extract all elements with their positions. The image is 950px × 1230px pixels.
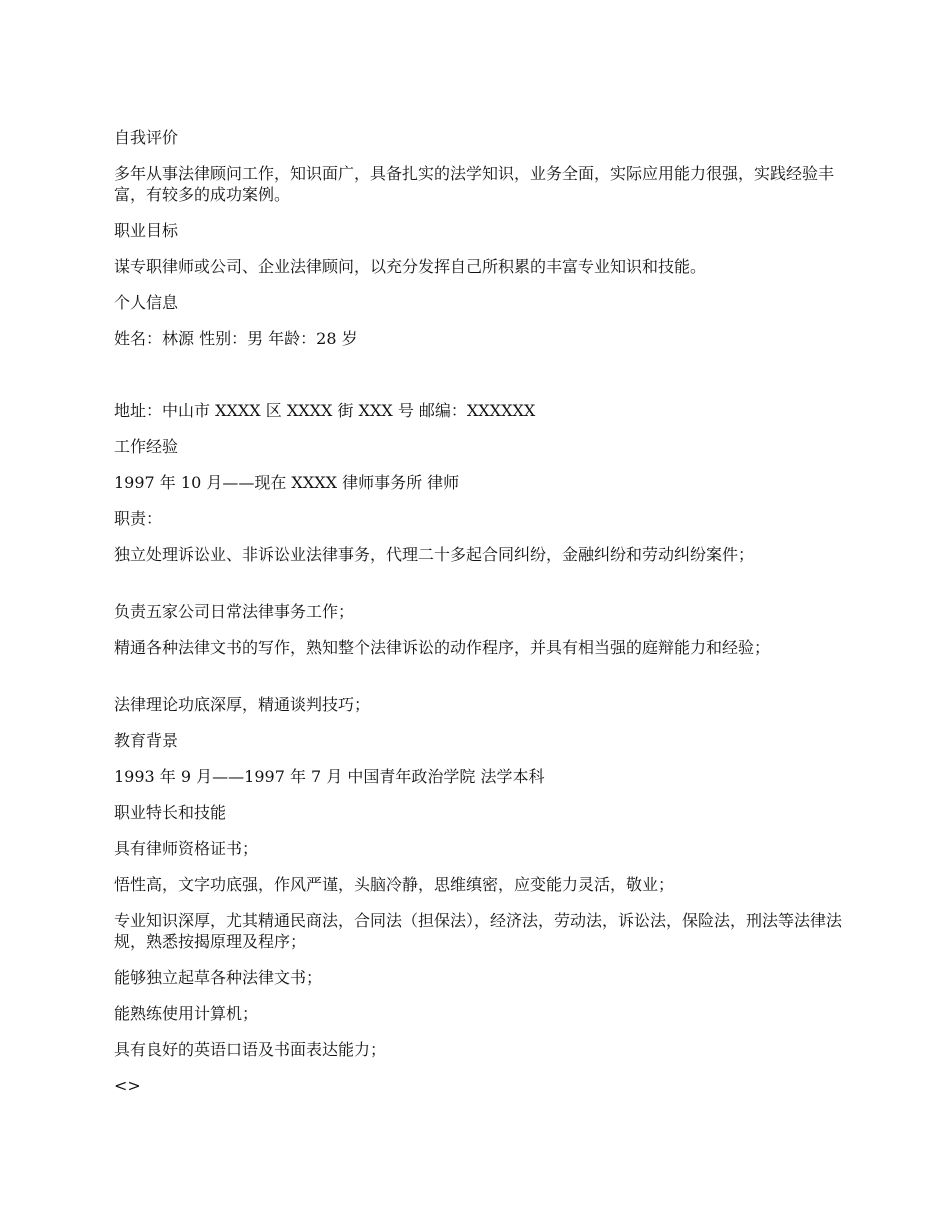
personal-info-name-line: 姓名：林源 性别：男 年龄：28 岁: [114, 329, 358, 348]
section-heading-personal-info: 个人信息: [114, 293, 179, 312]
duty-item: 精通各种法律文书的写作，熟知整个法律诉讼的动作程序，并具有相当强的庭辩能力和经验；: [114, 638, 771, 657]
duties-label: 职责：: [114, 509, 163, 528]
self-evaluation-text: 多年从事法律顾问工作，知识面广，具备扎实的法学知识，业务全面，实际应用能力很强，实践经验丰富，有较多的成功案例。: [114, 164, 835, 204]
section-heading-education: 教育背景: [114, 731, 179, 750]
duty-item: 独立处理诉讼业、非诉讼业法律事务，代理二十多起合同纠纷，金融纠纷和劳动纠纷案件；: [114, 545, 755, 564]
section-heading-career-goal: 职业目标: [114, 221, 179, 240]
career-goal-text: 谋专职律师或公司、企业法律顾问，以充分发挥自己所积累的丰富专业知识和技能。: [114, 257, 707, 276]
duty-item: 负责五家公司日常法律事务工作；: [114, 602, 355, 621]
personal-info-address-line: 地址：中山市 XXXX 区 XXXX 街 XXX 号 邮编：XXXXXX: [114, 401, 536, 420]
skill-item: 能够独立起草各种法律文书；: [114, 968, 323, 987]
skill-item: 具有律师资格证书；: [114, 839, 259, 858]
skill-item: 能熟练使用计算机；: [114, 1004, 259, 1023]
trailing-marker: <>: [114, 1076, 141, 1095]
section-heading-self-evaluation: 自我评价: [114, 128, 179, 147]
section-heading-skills: 职业特长和技能: [114, 803, 227, 822]
duty-item: 法律理论功底深厚，精通谈判技巧；: [114, 695, 371, 714]
section-heading-work-experience: 工作经验: [114, 437, 179, 456]
skill-item: 悟性高，文字功底强，作风严谨，头脑冷静，思维缜密，应变能力灵活，敬业；: [114, 875, 675, 894]
education-entry: 1993 年 9 月——1997 年 7 月 中国青年政治学院 法学本科: [114, 767, 545, 786]
work-experience-period: 1997 年 10 月——现在 XXXX 律师事务所 律师: [114, 473, 460, 492]
skill-item: 专业知识深厚，尤其精通民商法，合同法（担保法），经济法，劳动法，诉讼法，保险法，刑法等法律法规，熟悉按揭原理及程序；: [114, 911, 843, 951]
skill-item: 具有良好的英语口语及书面表达能力；: [114, 1040, 387, 1059]
